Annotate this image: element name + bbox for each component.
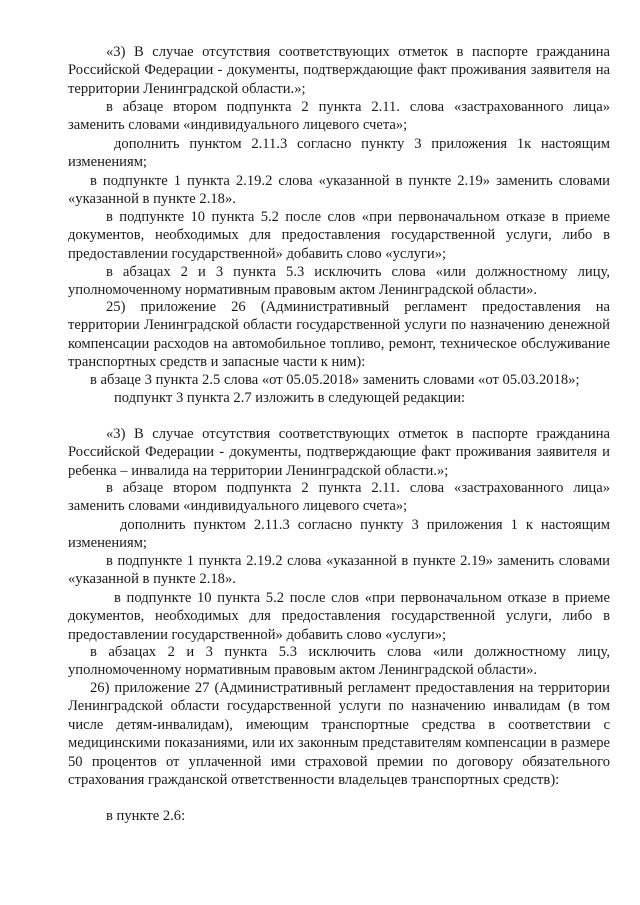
paragraph-13: в подпункте 1 пункта 2.19.2 слова «указанной в пункте 2.19» заменить словами «указанной в пункте 2.18». — [68, 553, 610, 588]
paragraph-2: в абзаце втором подпункта 2 пункта 2.11. слова «застрахованного лица» заменить словами «индивидуального лицевого счета»; — [68, 99, 610, 134]
paragraph-9: подпункт 3 пункта 2.7 изложить в следующей редакции: — [114, 390, 466, 406]
paragraph-4: в подпункте 1 пункта 2.19.2 слова «указанной в пункте 2.19» заменить словами «указанной в пункте 2.18». — [68, 173, 610, 208]
paragraph-17: в пункте 2.6: — [106, 808, 186, 824]
paragraph-11: в абзаце втором подпункта 2 пункта 2.11. слова «застрахованного лица» заменить словами «индивидуального лицевого счета»; — [68, 480, 610, 515]
paragraph-10: «3) В случае отсутствия соответствующих отметок в паспорте гражданина Российской Федерации - документы, подтверждающие факт проживания заявителя и ребенка – инвалида на территории Ленинградской области.»; — [68, 426, 610, 479]
paragraph-16: 26) приложение 27 (Административный регламент предоставления на территории Ленинградской области государственной услуги по назначению инвалидам (в том числе детям-инвалидам), имеющим транспортные средства в соответствии с медицинскими показаниями, или их законным представителям компенсации в размере 50 процентов от уплаченной ими страховой премии по договору обязательного страхования гражданской ответственности владельцев транспортных средств): — [68, 680, 610, 789]
paragraph-1: «3) В случае отсутствия соответствующих отметок в паспорте гражданина Российской Федерации - документы, подтверждающие факт проживания заявителя на территории Ленинградской области.»; — [68, 44, 610, 97]
paragraph-8: в абзаце 3 пункта 2.5 слова «от 05.05.2018» заменить словами «от 05.03.2018»; — [90, 372, 580, 388]
paragraph-5: в подпункте 10 пункта 5.2 после слов «при первоначальном отказе в приеме документов, необходимых для предоставления государственной услуги, либо в предоставлении государственной» добавить слово «услуги»; — [68, 209, 610, 262]
paragraph-6: в абзацах 2 и 3 пункта 5.3 исключить слова «или должностному лицу, уполномоченному нормативным правовым актом Ленинградской области». — [68, 264, 610, 299]
paragraph-12: дополнить пунктом 2.11.3 согласно пункту 3 приложения 1 к настоящим изменениям; — [68, 517, 610, 552]
paragraph-7: 25) приложение 26 (Административный регламент предоставления на территории Ленинградской области государственной услуги по назначению денежной компенсации расходов на автомобильное топливо, ремонт, техническое обслуживание транспортных средств и запасные части к ним): — [68, 299, 610, 371]
paragraph-15: в абзацах 2 и 3 пункта 5.3 исключить слова «или должностному лицу, уполномоченному нормативным правовым актом Ленинградской области». — [68, 644, 610, 679]
paragraph-3: дополнить пунктом 2.11.3 согласно пункту 3 приложения 1к настоящим изменениям; — [68, 136, 610, 171]
paragraph-14: в подпункте 10 пункта 5.2 после слов «при первоначальном отказе в приеме документов, необходимых для предоставления государственной услуги, либо в предоставлении государственной» добавить слово «услуги»; — [68, 590, 610, 643]
